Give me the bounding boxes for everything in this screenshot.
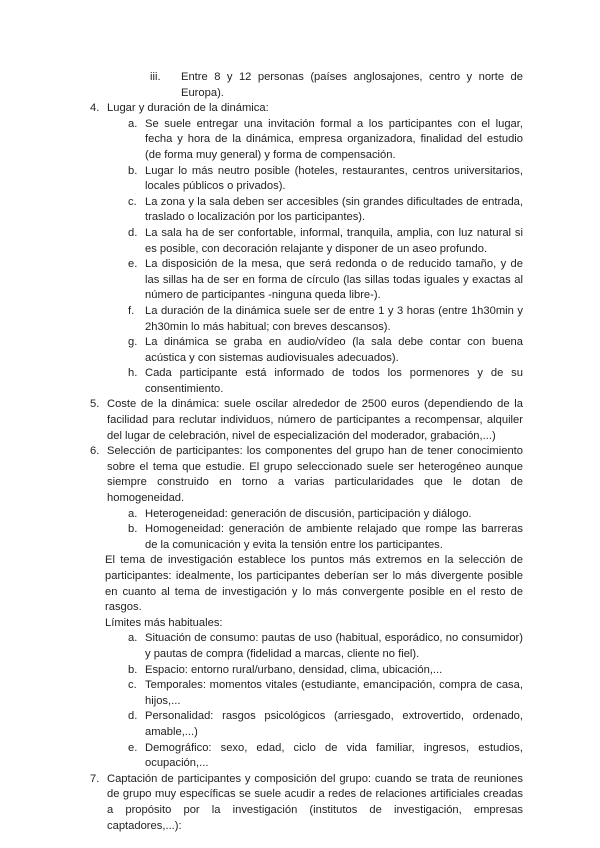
sub-item [128,366,523,397]
list-marker: 4. [90,102,100,115]
paragraph-text: El tema de investigación establece los puntos más extremos en la selección de participantes: idealmente, los participantes deberían ser lo más divergente posible en cuanto al tema de investigación y lo más convergente posible en el resto de rasgos. [105,554,523,614]
sub-item [128,195,523,226]
list-marker: 5. [90,398,100,411]
list-marker: b. [128,523,138,536]
paragraph-text: Límites más habituales: [105,616,223,629]
sub-item [128,164,523,195]
list-item-text: Se suele entregar una invitación formal a los participantes con el lugar, fecha y hora de la dinámica, empresa organizadora, finalidad del estudio (de forma muy general) y forma de compensación. [145,117,523,161]
section-item [90,397,523,444]
list-marker: h. [128,367,138,380]
list-marker: c. [128,195,137,208]
list-item-text: La disposición de la mesa, que será redonda o de reducido tamaño, y de las sillas ha de ser en forma de círculo (las sillas todas iguales y exactas al número de participantes -ninguna queda libre-). [145,258,523,302]
limits-label [105,616,523,632]
section-item [90,444,523,506]
sub-item [128,335,523,366]
list-marker: b. [128,663,138,676]
sub-item [128,117,523,164]
list-item-text: Entre 8 y 12 personas (países anglosajones, centro y norte de Europa). [181,71,523,99]
list-marker: iii. [150,71,161,83]
sub-item [128,257,523,304]
list-item-text: Personalidad: rasgos psicológicos (arriesgado, extrovertido, ordenado, amable,...) [145,710,523,738]
list-item-iii [150,70,523,101]
section-paragraph [105,553,523,615]
document-page [0,70,600,834]
section-item [90,101,523,117]
list-marker: e. [128,741,138,754]
limit-item [128,741,523,772]
list-marker: c. [128,679,137,692]
limit-item [128,663,523,679]
list-item-text: La zona y la sala deben ser accesibles (sin grandes dificultades de entrada, traslado o localización por los participantes). [145,195,523,224]
list-marker: e. [128,258,138,271]
list-marker: d. [128,710,138,723]
list-marker: f. [128,304,135,317]
list-item-text: Coste de la dinámica: suele oscilar alrededor de 2500 euros (dependiendo de la facilidad para reclutar individuos, número de participantes a recompensar, alquiler del lugar de celebración, nivel de especialización del moderador, grabación,...) [107,398,523,442]
list-marker: a. [128,507,138,520]
list-item-text: Demográfico: sexo, edad, ciclo de vida familiar, ingresos, estudios, ocupación,... [145,741,523,770]
list-item-text: La duración de la dinámica suele ser de entre 1 y 3 horas (entre 1h30min y 2h30min lo más habitual; con breves descansos). [145,304,523,333]
list-marker: 7. [90,772,100,785]
list-marker: a. [128,117,138,130]
sub-item [128,304,523,335]
list-item-text: Situación de consumo: pautas de uso (habitual, esporádico, no consumidor) y pautas de compra (fidelidad a marcas, cliente no fiel). [145,632,523,660]
list-marker: 6. [90,445,100,458]
list-item-text: La sala ha de ser confortable, informal, tranquila, amplia, con luz natural si es posible, con decoración relajante y disponer de un aseo profundo. [145,226,523,255]
sub-item [128,507,523,523]
limit-item [128,709,523,740]
list-item-text: Selección de participantes: los componentes del grupo han de tener conocimiento sobre el tema que estudie. El grupo seleccionado suele ser heterogéneo aunque siempre construido en torno a varias particularidades que le dotan de homogeneidad. [107,445,523,505]
list-item-text: Espacio: entorno rural/urbano, densidad, clima, ubicación,... [145,663,443,676]
limit-item [128,678,523,709]
list-item-text: La dinámica se graba en audio/vídeo (la sala debe contar con buena acústica y con sistemas audiovisuales adecuados). [145,336,523,364]
list-item-text: Temporales: momentos vitales (estudiante, emancipación, compra de casa, hijos,... [145,679,523,707]
list-item-text: Lugar y duración de la dinámica: [107,102,269,115]
list-marker: b. [128,164,138,177]
limit-item [128,631,523,662]
section-item [90,772,523,834]
list-item-text: Homogeneidad: generación de ambiente relajado que rompe las barreras de la comunicación y evita la tensión entre los participantes. [145,523,523,551]
list-item-text: Lugar lo más neutro posible (hoteles, restaurantes, centros universitarios, locales públicos o privados). [145,164,523,193]
sub-item [128,522,523,553]
list-marker: a. [128,632,138,645]
list-item-text: Heterogeneidad: generación de discusión, participación y diálogo. [145,507,472,520]
list-item-text: Cada participante está informado de todos los pormenores y de su consentimiento. [145,367,523,395]
list-marker: g. [128,336,138,349]
sub-item [128,226,523,257]
list-item-text: Captación de participantes y composición del grupo: cuando se trata de reuniones de grupo muy específicas se suele acudir a redes de relaciones artificiales creadas a propósito por la investigación (institutos de investigación, empresas captadores,...): [107,772,523,832]
list-marker: d. [128,226,138,239]
